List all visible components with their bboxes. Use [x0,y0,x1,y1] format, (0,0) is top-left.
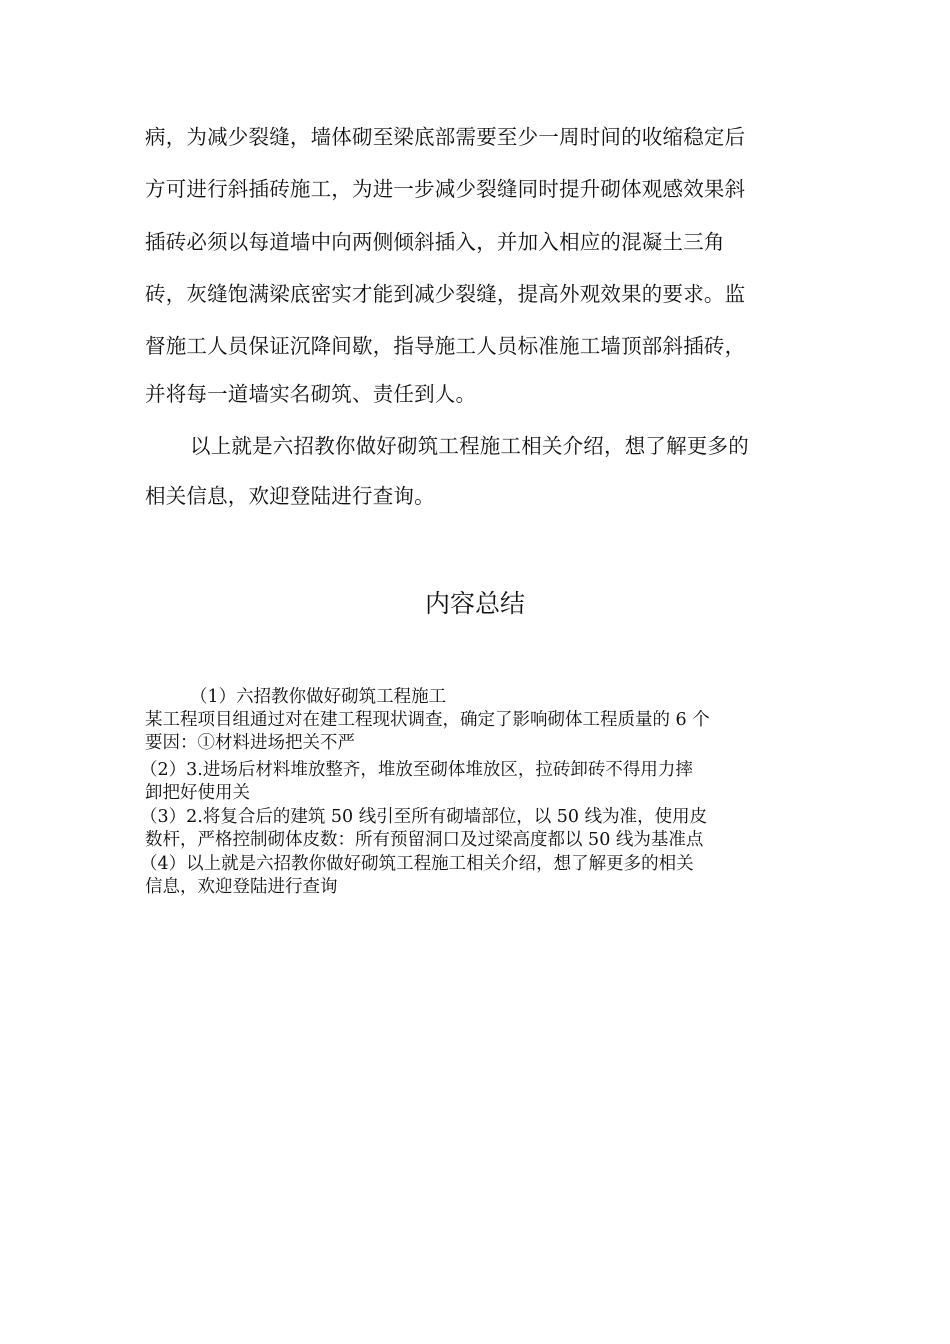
body-line-1: 病，为减少裂缝，墙体砌至梁底部需要至少一周时间的收缩稳定后 [145,125,746,149]
body-line-4: 砖，灰缝饱满梁底密实才能到减少裂缝，提高外观效果的要求。监 [145,282,746,306]
summary-line-9: 信息，欢迎登陆进行查询 [145,877,338,897]
summary-line-8: （4）以上就是六招教你做好砌筑工程施工相关介绍，想了解更多的相关 [140,854,694,874]
body-line-3: 插砖必须以每道墙中向两侧倾斜插入，并加入相应的混凝土三角 [145,230,725,254]
body-line-8: 相关信息，欢迎登陆进行查询。 [145,484,435,508]
body-line-2: 方可进行斜插砖施工，为进一步减少裂缝同时提升砌体观感效果斜 [145,177,746,201]
summary-line-5: 卸把好使用关 [145,783,250,803]
summary-line-4: （2）3.进场后材料堆放整齐，堆放至砌体堆放区，拉砖卸砖不得用力摔 [140,760,693,780]
summary-line-2: 某工程项目组通过对在建工程现状调查，确定了影响砌体工程质量的 6 个 [145,710,710,730]
body-line-5: 督施工人员保证沉降间歇，指导施工人员标准施工墙顶部斜插砖， [145,334,746,358]
summary-line-7: 数杆，严格控制砌体皮数：所有预留洞口及过梁高度都以 50 线为基准点 [145,830,704,850]
summary-line-6: （3）2.将复合后的建筑 50 线引至所有砌墙部位，以 50 线为准，使用皮 [140,807,708,827]
summary-title: 内容总结 [424,589,525,618]
summary-line-1: （1）六招教你做好砌筑工程施工 [190,687,447,707]
body-line-7: 以上就是六招教你做好砌筑工程施工相关介绍，想了解更多的 [190,434,749,458]
body-line-6: 并将每一道墙实名砌筑、责任到人。 [145,382,477,406]
summary-line-3: 要因：①材料进场把关不严 [145,733,355,753]
